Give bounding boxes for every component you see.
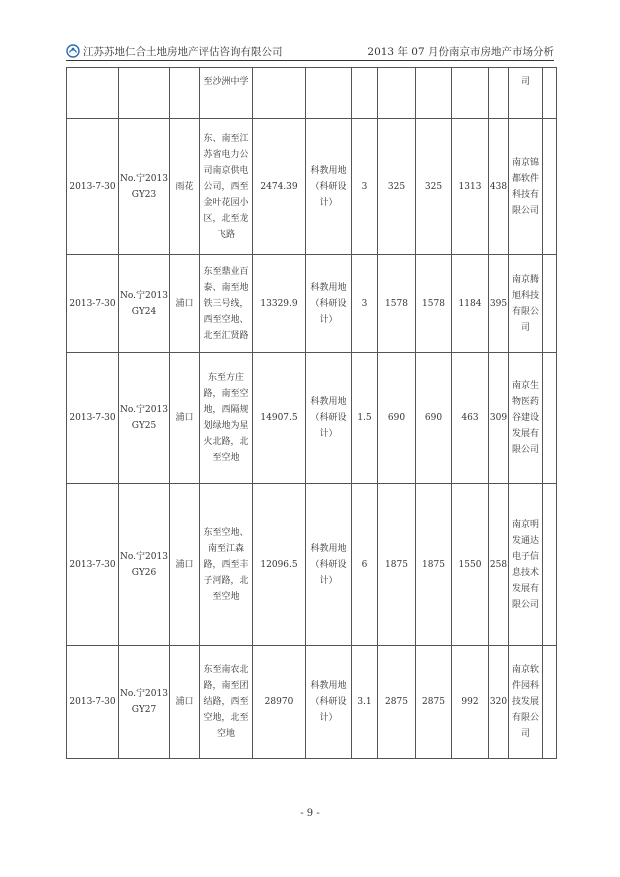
date-cell (67, 68, 119, 119)
area-cell: 14907.5 (253, 353, 306, 484)
table-row (67, 353, 557, 484)
starting-price-cell: 1578 (378, 255, 416, 353)
spacer-cell (543, 484, 557, 646)
lot-number-cell: No.宁2013GY24 (119, 255, 170, 353)
plot-ratio-cell: 6 (352, 484, 378, 646)
deal-price-cell: 1875 (416, 484, 452, 646)
company-logo-icon (66, 43, 80, 57)
deal-price-cell: 2875 (416, 646, 452, 759)
table-row (67, 484, 557, 646)
value-cell: 309 (489, 353, 509, 484)
date-cell: 2013-7-30 (67, 353, 119, 484)
starting-price-cell: 690 (378, 353, 416, 484)
date-cell: 2013-7-30 (67, 119, 119, 255)
deal-price-cell: 690 (416, 353, 452, 484)
lot-number-cell (119, 68, 170, 119)
date-cell: 2013-7-30 (67, 484, 119, 646)
table-row (67, 255, 557, 353)
spacer-cell (543, 68, 557, 119)
lot-number-cell: No.宁2013GY27 (119, 646, 170, 759)
district-cell: 浦口 (170, 255, 200, 353)
table-row (67, 68, 557, 119)
unit-price-cell: 1313 (452, 119, 489, 255)
area-cell: 12096.5 (253, 484, 306, 646)
plot-ratio-cell: 3 (352, 255, 378, 353)
spacer-cell (543, 255, 557, 353)
deal-price-cell: 325 (416, 119, 452, 255)
location-cell: 东、南至江苏省电力公司南京供电公司，西至金叶花园小区，北至龙飞路 (200, 119, 253, 255)
starting-price-cell: 2875 (378, 646, 416, 759)
land-transaction-table (66, 67, 557, 759)
page-number: - 9 - (300, 808, 320, 819)
unit-price-cell: 992 (452, 646, 489, 759)
location-cell: 东至空地、南至江森路，西至丰子河路，北至空地 (200, 484, 253, 646)
value-cell (489, 68, 509, 119)
plot-ratio-cell (352, 68, 378, 119)
buyer-cell: 南京生物医药谷建设发展有限公司 (509, 353, 543, 484)
district-cell: 雨花 (170, 119, 200, 255)
unit-price-cell: 463 (452, 353, 489, 484)
land-use-cell: 科教用地（科研设计） (306, 484, 352, 646)
district-cell: 浦口 (170, 484, 200, 646)
lot-number-cell: No.宁2013GY26 (119, 484, 170, 646)
location-cell: 东至鼎业百泰、南至地铁三号线，西至空地、北至汇贤路 (200, 255, 253, 353)
lot-number-cell: No.宁2013GY23 (119, 119, 170, 255)
location-cell: 至沙洲中学 (200, 68, 253, 119)
area-cell (253, 68, 306, 119)
page-header (66, 40, 554, 62)
value-cell: 320 (489, 646, 509, 759)
land-use-cell: 科教用地（科研设计） (306, 255, 352, 353)
value-cell: 438 (489, 119, 509, 255)
date-cell: 2013-7-30 (67, 255, 119, 353)
spacer-cell (543, 646, 557, 759)
date-cell: 2013-7-30 (67, 646, 119, 759)
area-cell: 2474.39 (253, 119, 306, 255)
plot-ratio-cell: 1.5 (352, 353, 378, 484)
deal-price-cell: 1578 (416, 255, 452, 353)
company-name: 江苏苏地仁合土地房地产评估咨询有限公司 (83, 46, 283, 58)
buyer-cell: 南京软件园科技发展有限公司 (509, 646, 543, 759)
area-cell: 13329.9 (253, 255, 306, 353)
buyer-cell: 南京腾旭科技有限公司 (509, 255, 543, 353)
spacer-cell (543, 119, 557, 255)
starting-price-cell: 325 (378, 119, 416, 255)
table-row (67, 119, 557, 255)
header-divider (66, 60, 554, 61)
report-title: 2013 年 07 月份南京市房地产市场分析 (367, 46, 554, 58)
area-cell: 28970 (253, 646, 306, 759)
starting-price-cell (378, 68, 416, 119)
plot-ratio-cell: 3 (352, 119, 378, 255)
buyer-cell: 南京明发通达电子信息技术发展有限公司 (509, 484, 543, 646)
starting-price-cell: 1875 (378, 484, 416, 646)
buyer-cell: 司 (509, 68, 543, 119)
district-cell: 浦口 (170, 646, 200, 759)
land-use-cell: 科教用地（科研设计） (306, 119, 352, 255)
spacer-cell (543, 353, 557, 484)
lot-number-cell: No.宁2013GY25 (119, 353, 170, 484)
value-cell: 258 (489, 484, 509, 646)
location-cell: 东至南农北路，南至团结路，西至空地，北至空地 (200, 646, 253, 759)
land-use-cell: 科教用地（科研设计） (306, 353, 352, 484)
land-use-cell: 科教用地（科研设计） (306, 646, 352, 759)
deal-price-cell (416, 68, 452, 119)
value-cell: 395 (489, 255, 509, 353)
land-use-cell (306, 68, 352, 119)
table-row (67, 646, 557, 759)
unit-price-cell: 1550 (452, 484, 489, 646)
district-cell (170, 68, 200, 119)
unit-price-cell (452, 68, 489, 119)
plot-ratio-cell: 3.1 (352, 646, 378, 759)
location-cell: 东至方庄路，南至空地，西隔规划绿地为星火北路，北至空地 (200, 353, 253, 484)
district-cell: 浦口 (170, 353, 200, 484)
unit-price-cell: 1184 (452, 255, 489, 353)
buyer-cell: 南京锦都软件科技有限公司 (509, 119, 543, 255)
